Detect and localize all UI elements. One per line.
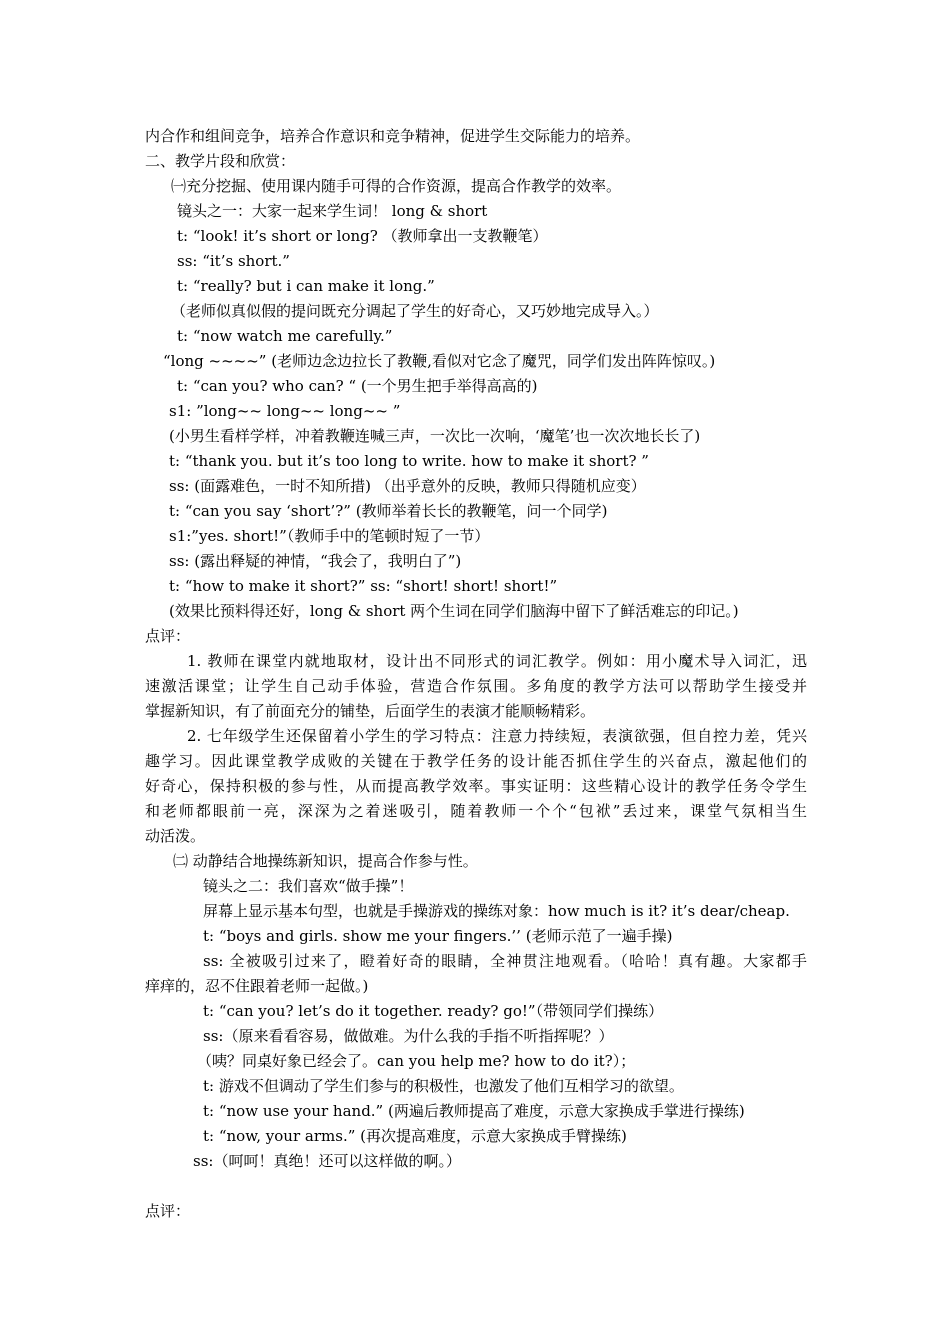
subsection-heading: ㈠充分挖掘、使用课内随手可得的合作资源，提高合作教学的效率。 <box>171 177 622 195</box>
dialogue-line: (效果比预料得还好，long & short 两个生词在同学们脑海中留下了鲜活难忘的印记。) <box>169 602 739 620</box>
comment-paragraph-line: 动活泼。 <box>145 827 206 845</box>
scene-title: 镜头之二：我们喜欢“做手操”！ <box>203 877 414 895</box>
dialogue-line: s1: ”long~~ long~~ long~~ ” <box>169 402 401 420</box>
dialogue-line: t: “look! it’s short or long? （教师拿出一支教鞭笔） <box>177 227 548 245</box>
dialogue-line: 痒痒的，忍不住跟着老师一起做。) <box>145 977 369 995</box>
dialogue-line: t: 游戏不但调动了学生们参与的积极性，也激发了他们互相学习的欲望。 <box>203 1077 684 1095</box>
comment-paragraph-line: 趣学习。因此课堂教学成败的关键在于教学任务的设计能否抓住学生的兴奋点，激起他们的 <box>145 752 807 770</box>
dialogue-line: ss: (露出释疑的神情，“我会了，我明白了”) <box>169 552 462 570</box>
text-line: 内合作和组间竞争，培养合作意识和竞争精神，促进学生交际能力的培养。 <box>145 127 641 145</box>
dialogue-line: ss: 全被吸引过来了，瞪着好奇的眼睛，全神贯注地观看。（哈哈！真有趣。大家都手 <box>203 952 807 970</box>
dialogue-line: t: “thank you. but it’s too long to write. how to make it short? ” <box>169 452 649 470</box>
comment-paragraph-line: 1. 教师在课堂内就地取材，设计出不同形式的词汇教学。例如：用小魔术导入词汇，迅 <box>187 652 807 670</box>
dialogue-line: t: “now watch me carefully.” <box>177 327 393 345</box>
scene-title: 镜头之一：大家一起来学生词！ long & short <box>177 202 488 220</box>
dialogue-line: ss: (面露难色，一时不知所措) （出乎意外的反映，教师只得随机应变） <box>169 477 646 495</box>
comment-paragraph-line: 好奇心，保持积极的参与性，从而提高教学效率。事实证明：这些精心设计的教学任务令学生 <box>145 777 807 795</box>
dialogue-line: ss: “it’s short.” <box>177 252 290 270</box>
comment-paragraph-line: 速激活课堂；让学生自己动手体验，营造合作氛围。多角度的教学方法可以帮助学生接受并 <box>145 677 807 695</box>
dialogue-line: t: “can you say ‘short’?” (教师举着长长的教鞭笔，问一个同学) <box>169 502 608 520</box>
dialogue-line: ss:（原来看看容易，做做难。为什么我的手指不听指挥呢？） <box>203 1027 614 1045</box>
dialogue-line: t: “now, your arms.” (再次提高难度，示意大家换成手臂操练) <box>203 1127 627 1145</box>
dialogue-line: t: “can you? let’s do it together. ready? go!”（带领同学们操练） <box>203 1002 664 1020</box>
subsection-heading: ㈡ 动静结合地操练新知识，提高合作参与性。 <box>173 852 478 870</box>
dialogue-line: （咦？同桌好象已经会了。can you help me? how to do it?）； <box>197 1052 636 1070</box>
dialogue-line: 屏幕上显示基本句型，也就是手操游戏的操练对象：how much is it? it’s dear/cheap. <box>203 902 790 920</box>
comment-heading: 点评： <box>145 1202 191 1220</box>
dialogue-line: t: “can you? who can? “ (一个男生把手举得高高的) <box>177 377 538 395</box>
comment-paragraph-line: 2. 七年级学生还保留着小学生的学习特点：注意力持续短，表演欲强，但自控力差，凭兴 <box>187 727 807 745</box>
comment-heading: 点评： <box>145 627 191 645</box>
dialogue-line: t: “really? but i can make it long.” <box>177 277 435 295</box>
dialogue-line: t: “how to make it short?” ss: “short! short! short!” <box>169 577 558 595</box>
section-heading: 二、教学片段和欣赏： <box>145 152 296 170</box>
dialogue-line: （老师似真似假的提问既充分调起了学生的好奇心，又巧妙地完成导入。） <box>171 302 659 320</box>
comment-paragraph-line: 和老师都眼前一亮，深深为之着迷吸引，随着教师一个个“包袱”丢过来，课堂气氛相当生 <box>145 802 807 820</box>
dialogue-line: t: “boys and girls. show me your fingers.’’ (老师示范了一遍手操) <box>203 927 673 945</box>
dialogue-line: s1:”yes. short!”（教师手中的笔顿时短了一节） <box>169 527 490 545</box>
dialogue-line: “long ~~~~” (老师边念边拉长了教鞭,看似对它念了魔咒，同学们发出阵阵惊叹。) <box>163 352 716 370</box>
dialogue-line: (小男生看样学样，冲着教鞭连喊三声，一次比一次响，‘魔笔’也一次次地长长了) <box>169 427 701 445</box>
dialogue-line: t: “now use your hand.” (两遍后教师提高了难度，示意大家换成手掌进行操练) <box>203 1102 745 1120</box>
comment-paragraph-line: 掌握新知识，有了前面充分的铺垫，后面学生的表演才能顺畅精彩。 <box>145 702 596 720</box>
dialogue-line: ss:（呵呵！真绝！还可以这样做的啊。） <box>193 1152 461 1170</box>
